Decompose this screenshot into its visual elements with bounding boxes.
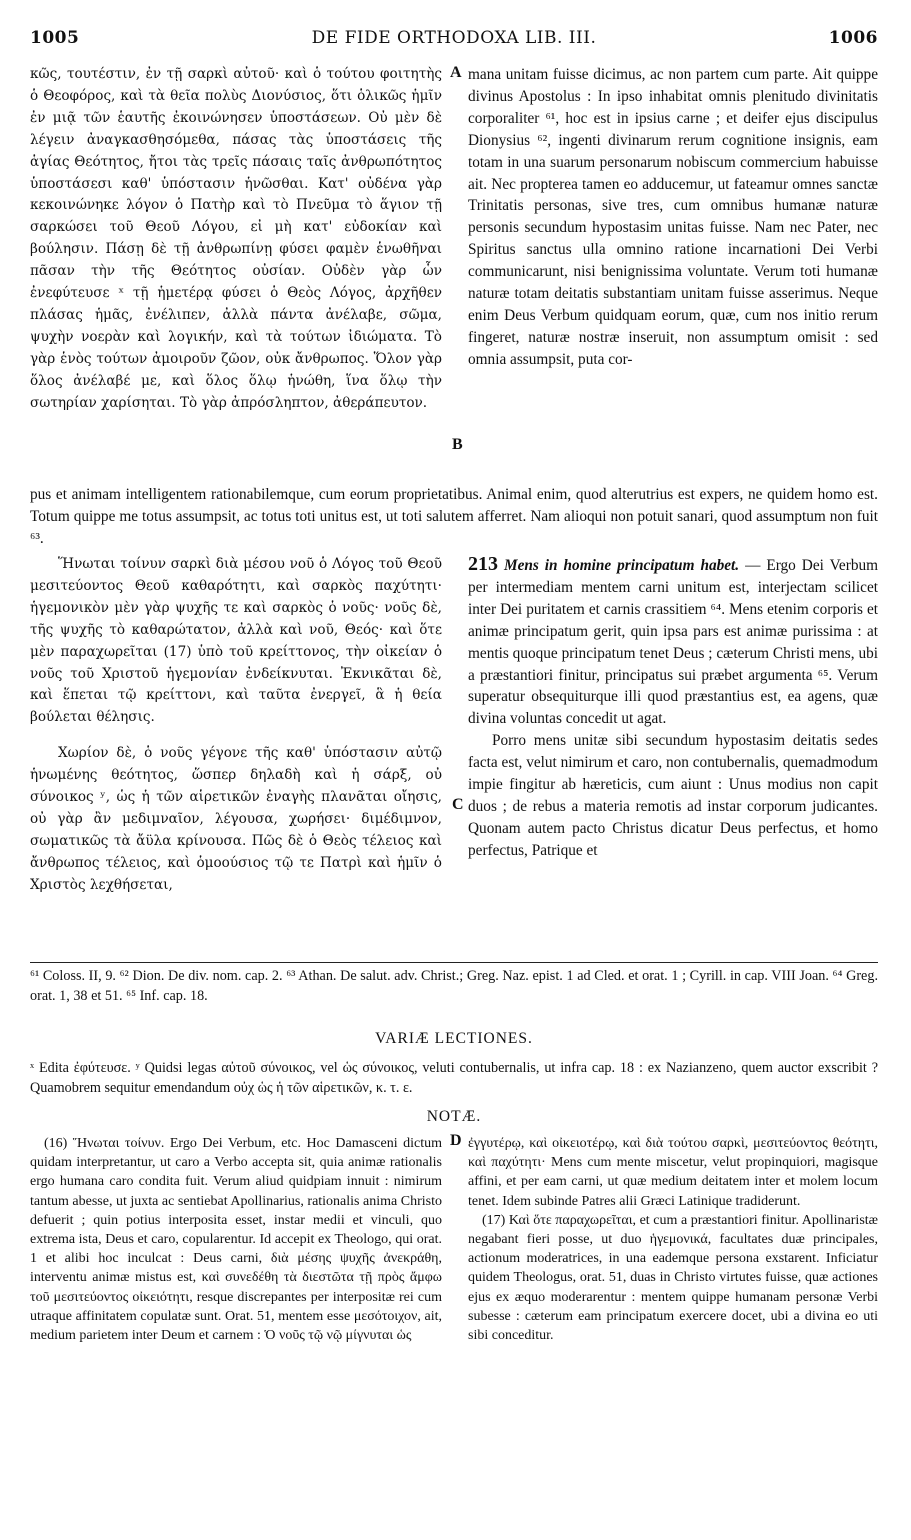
greek-text: κῶς, τουτέστιν, ἐν τῇ σαρκὶ αὐτοῦ· καὶ ὁ τούτου φοιτητὴς ὁ Θεοφόρος, καὶ τὰ θεῖα πολὺς Διονύσιος, ὅτι ὁλικῶς ἡμῖν ἐν μιᾷ τῶν ἑαυτῆς ἐκοινώνησεν ὑποστάσεων. Οὐ μὲν δὲ λέγειν ἀναγκασθησόμεθα, πάσας τὰς ὑποστάσεις τῆς ἁγίας Θεότητος, ἤτοι τὰς τρεῖς πάσαις ταῖς ἀνθρωπότητος ὑποστάσεσι καθ' ὑπόστασιν ἡνῶσθαι. Κατ' οὐδένα γὰρ κεκοινώνηκε λόγον ὁ Πατὴρ καὶ τὸ Πνεῦμα τὸ ἅγιον τῇ σαρκώσει τοῦ Θεοῦ Λόγου, εἰ μὴ κατ' εὐδοκίαν καὶ βούλησιν. Πάσῃ δὲ τῇ ἀνθρωπίνῃ φύσει φαμὲν ἑνωθῆναι πᾶσαν τὴν τῆς Θεότητος οὐσίαν. Οὐδὲν γὰρ ὧν ἐνεφύτευσε ˣ τῇ ἡμετέρᾳ φύσει ὁ Θεὸς Λόγος, ἀρχῆθεν πλάσας ἡμᾶς, ἐνέλιπεν, ἀλλὰ πάντα ἀνέλαβε, σῶμα, ψυχὴν νοερὰν καὶ λογικήν, καὶ τὰ τούτων ἰδιώματα. Τὸ γὰρ ἑνὸς τούτων ἀμοιροῦν ζῶον, οὐκ ἄνθρωπος. Ὅλον γὰρ ὅλος ἀνέλαβέ με, καὶ ὅλος ὅλῳ ἡνώθη, ἵνα ὅλῳ τὴν σωτηρίαν χαρίσηται. Τὸ γὰρ ἀπρόσληπτον, ἀθεράπευτον. <box>30 66 442 411</box>
greek-paragraph: Χωρίον δὲ, ὁ νοῦς γέγονε τῆς καθ' ὑπόστασιν αὐτῷ ἡνωμένης θεότητος, ὥσπερ δηλαδὴ καὶ ἡ σάρξ, οὐ σύνοικος ʸ, ὡς ἡ τῶν αἱρετικῶν ἐναγὴς πλανᾶται οἴησις, οὐ γὰρ ἂν μεδιμναῖον, λέγουσα, χωρήσει· διμέδιμνον, σωματικῶς τὰ ἄϋλα κρίνουσα. Πῶς δὲ ὁ Θεὸς τέλειος καὶ ἄνθρωπος τέλειος, καὶ ὁμοούσιος τῷ τε Πατρὶ καὶ ἡμῖν ὁ Χριστὸς λεχθήσεται, <box>30 745 442 893</box>
right-page-number: 1006 <box>828 28 878 48</box>
footnote-rule <box>30 962 878 963</box>
greek-paragraph: Ἥνωται τοίνυν σαρκὶ διὰ μέσου νοῦ ὁ Λόγος τοῦ Θεοῦ μεσιτεύοντος Θεοῦ καθαρότητι, καὶ σαρκὸς παχύτητι· ἡγεμονικὸν μὲν γὰρ ψυχῆς τε καὶ σαρκὸς ὁ νοῦς· νοῦς δὲ, τῆς ψυχῆς τὸ καθαρώτατον, ἀλλὰ καὶ νοῦ, Θεός· καὶ ὅτε μὲν παραχωρεῖται (17) ὑπὸ τοῦ κρείττονος, τὴν οἰκείαν ὁ νοῦς τοῦ Χριστοῦ ἡγεμονίαν ἐνδείκνυται. Ἐκνικᾶται δὲ, καὶ ἕπεται τῷ κρείττονι, καὶ ταῦτα ἐνεργεῖ, ἃ ἡ θεία βούλεται θέλησις. <box>30 556 442 726</box>
footnotes: ⁶¹ Coloss. II, 9. ⁶² Dion. De div. nom. cap. 2. ⁶³ Athan. De salut. adv. Christ.; Greg. Naz. epist. 1 ad Cled. et orat. 1 ; Cyrill. in cap. VIII Joan. ⁶⁴ Greg. orat. 1, 38 et 51. ⁶⁵ Inf. cap. 18. <box>30 968 878 1004</box>
notae-title: NOTÆ. <box>426 1108 482 1125</box>
greek-column-top <box>30 64 442 415</box>
note-16-continued: ἐγγυτέρῳ, καὶ οἰκειοτέρῳ, καὶ διὰ τούτου σαρκὶ, μεσιτεύοντος θεότητι, καὶ παχύτητι· Mens cum mente miscetur, velut propinquiori, magisque affini, et per eam carni, ut quæ medium deitatem inter et molem locum tenet. Idem subinde Patres alii Græci Latinique tradiderunt. <box>468 1136 878 1209</box>
left-page-number: 1005 <box>30 28 80 48</box>
margin-letter-d: D <box>450 1132 462 1149</box>
latin-paragraph <box>468 554 878 730</box>
margin-letter-b: B <box>452 436 463 453</box>
notes-right-column <box>468 1134 878 1345</box>
latin-column-mid <box>468 554 878 862</box>
latin-text: mana unitam fuisse dicimus, ac non partem cum parte. Ait quippe divinus Apostolus : In ipso inhabitat omnis plenitudo divinitatis corporaliter ⁶¹, hoc est in ipsius carne ; et deifer ejus discipulus Dionysius ⁶², ingenti divinarum rerum cognitione insignis, eam totam in una suarum personarum nobiscum commercium habuisse ait. Nec propterea tamen eo adducemur, ut fateamur omnes sanctæ Trinitatis personas, sive tres, cum omnibus humanæ naturæ personis secundum hypostasim unitas fuisse. Nam nec Pater, nec Spiritus sanctus ulla omnino ratione incarnationi Dei Verbi communicarunt, nisi benignissima voluntate. Verum toti humanæ naturæ totam deitatis substantiam unitam fuisse asserimus. Neque enim Deus Verbum quidquam eorum, quæ, cum nos initio rerum fingeret, naturæ nostræ inseruit, non assumptum omisit : sed omnia assumpsit, puta cor- <box>468 66 878 368</box>
section-title: Mens in homine principatum habet. <box>503 557 740 574</box>
variae-lectiones-text: ˣ Edita ἐφύτευσε. ʸ Quidsi legas αὐτοῦ σύνοικος, vel ὡς σύνοικος, veluti contubernalis, ut infra cap. 18 : ex Nazianzeno, quem auctor exscribit ? Quamobrem sequitur emendandum οὐχ ὡς ἡ τῶν αἱρετικῶν, κ. τ. ε. <box>30 1060 878 1096</box>
variae-lectiones-title: VARIÆ LECTIONES. <box>375 1030 533 1047</box>
latin-paragraph: Porro mens unitæ sibi secundum hypostasim deitatis sedes facta est, velut nimirum et caro, non contubernalis, quemadmodum impie fingitur ab hæreticis, cum aiunt : Unus modius non capit duos ; de rebus a materia remotis ad instar corporum judicantes. Quonam autem pacto Christus dicatur Deus perfectus, et homo perfectus, Patrique et <box>468 732 878 859</box>
running-header <box>30 28 878 56</box>
margin-letter-c: C <box>452 796 464 813</box>
notes-left-column <box>30 1134 442 1345</box>
greek-column-mid <box>30 554 442 897</box>
latin-text: — Ergo Dei Verbum per intermediam mentem carni unitum est, interjectam scilicet inter Dei puritatem et carnis crassitiem ⁶⁴. Mens etenim corporis et animæ principatum gerit, quin ipsa pars est animæ purissima : at mentis quoque principatum tenet Deus ; cæterum Christi mens, ubi a præstantiori finitur, principatus sui præbet argumenta ⁶⁵. Verum superatur obsequiturque illi quod præstantius est, ea agens, quæ divina voluntas concedit ut agat. <box>468 557 879 728</box>
latin-full-width <box>30 484 878 550</box>
latin-text: pus et animam intelligentem rationabilemque, cum eorum proprietatibus. Animal enim, quod alterutrius est expers, ne quidem homo est. Totum quippe me totus assumpsit, ac totus toti unitus est, ut toti salutem afferret. Nam alioqui non potuit sanari, quod assumptum non fuit ⁶³. <box>30 486 878 547</box>
section-number: 213 <box>468 553 498 575</box>
note-17: (17) Καὶ ὅτε παραχωρεῖται, et cum a præstantiori finitur. Apollinaristæ negabant fieri posse, ut duo ἡγεμονικά, facultates duæ principales, actionum moderatrices, in una eademque persona exstarent. Inficiatur quidem Theologus, orat. 51, duas in Christo virtutes fuisse, quæ actiones ejus ex æquo moderarentur : mentem quippe humanam personæ Verbi subesse : cæterum eam principatum exercere docet, ubi a divina eo uti sibi conceditur. <box>468 1212 878 1344</box>
note-16: (16) Ἥνωται τοίνυν. Ergo Dei Verbum, etc. Hoc Damasceni dictum quidam interpretantur, ut caro a Verbo accepta sit, quia animæ rationalis ergo humana caro condita fuit. Verum aliud quidpiam innuit : nimirum tantum abesse, ut juxta ac sentiebat Apollinarius, rationalis anima Christo defuerit ; quin potius interposita esset, instar medii et vinculi, quo extrema ista, Deus et caro, copularentur. Id accepit ex Theologo, qui orat. 1 et alibi hoc inculcat : Deus carni, διὰ μέσης ψυχῆς ἀνεκράθη, interventu animæ mistus est, καὶ συνεδέθη τὰ διεστῶτα τῇ πρὸς ἄμφω τοῦ μεσιτεύοντος οἰκειότητι, resque discrepantes per interpositæ rei cum utraque affinitatem copulatæ sunt. Orat. 51, mentem esse μεσότοιχον, ait, medium parietem inter Deum et carnem : Ὁ νοῦς τῷ νῷ μίγνυται ὡς <box>30 1136 442 1344</box>
latin-column-top <box>468 64 878 371</box>
margin-letter-a: A <box>450 64 462 81</box>
running-title: DE FIDE ORTHODOXA LIB. III. <box>311 28 597 48</box>
